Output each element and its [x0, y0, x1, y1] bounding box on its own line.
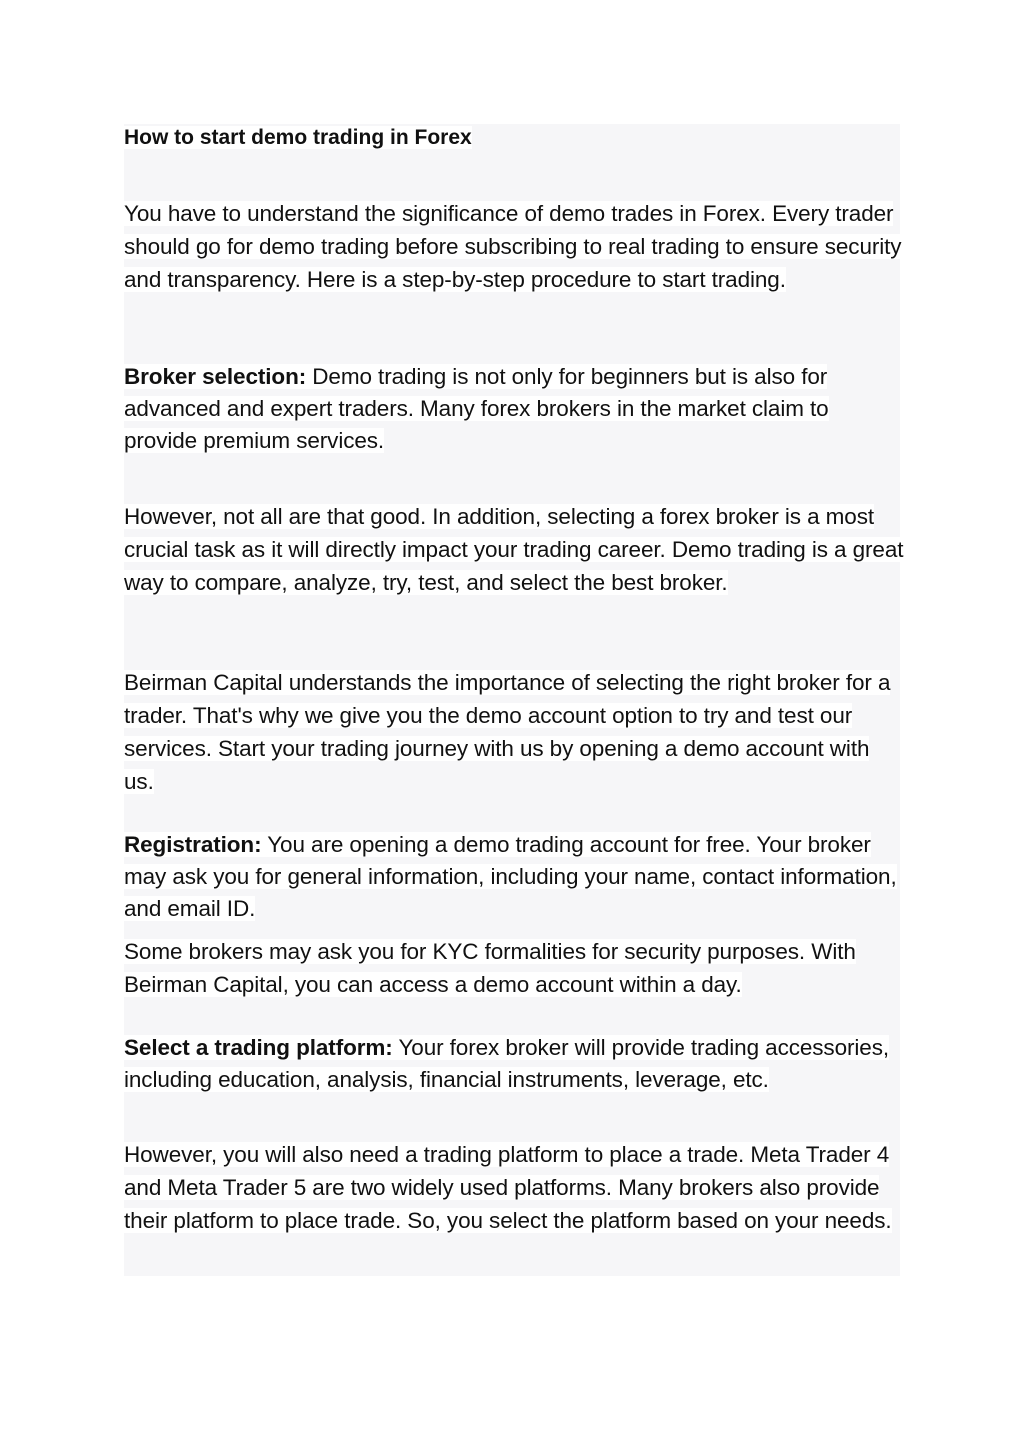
platform-detail-paragraph: However, you will also need a trading platform to place a trade. Meta Trader 4 and Meta Trader 5 are two widely used platforms. Many brokers also provide their platform to place trade. So, you select the platform based on your needs.: [124, 1142, 892, 1233]
beirman-paragraph: Beirman Capital understands the importance of selecting the right broker for a trader. That's why we give you the demo account option to try and test our services. Start your trading journey with us by opening a demo account with us.: [124, 670, 891, 794]
broker-selection-text: Demo trading is not only for beginners but is also for advanced and expert traders. Many forex brokers in the market claim to provide premium services.: [124, 364, 829, 453]
registration-text: You are opening a demo trading account for free. Your broker may ask you for general information, including your name, contact information, and email ID.: [124, 832, 897, 921]
broker-selection-label: Broker selection:: [124, 364, 307, 389]
intro-paragraph: You have to understand the significance of demo trades in Forex. Every trader should go for demo trading before subscribing to real trading to ensure security and transparency. Here is a step-by-step procedure to start trading.: [124, 201, 902, 292]
kyc-paragraph: Some brokers may ask you for KYC formalities for security purposes. With Beirman Capital, you can access a demo account within a day.: [124, 939, 856, 997]
document-title: How to start demo trading in Forex: [124, 126, 472, 149]
platform-text: Your forex broker will provide trading accessories, including education, analysis, financial instruments, leverage, etc.: [124, 1035, 889, 1092]
registration-label: Registration:: [124, 832, 262, 857]
platform-paragraph: [124, 1032, 904, 1096]
platform-label: Select a trading platform:: [124, 1035, 393, 1060]
however-paragraph: However, not all are that good. In addition, selecting a forex broker is a most crucial task as it will directly impact your trading career. Demo trading is a great way to compare, analyze, try, test, and select the best broker.: [124, 504, 904, 595]
registration-paragraph: [124, 829, 904, 925]
broker-selection-paragraph: [124, 361, 904, 457]
